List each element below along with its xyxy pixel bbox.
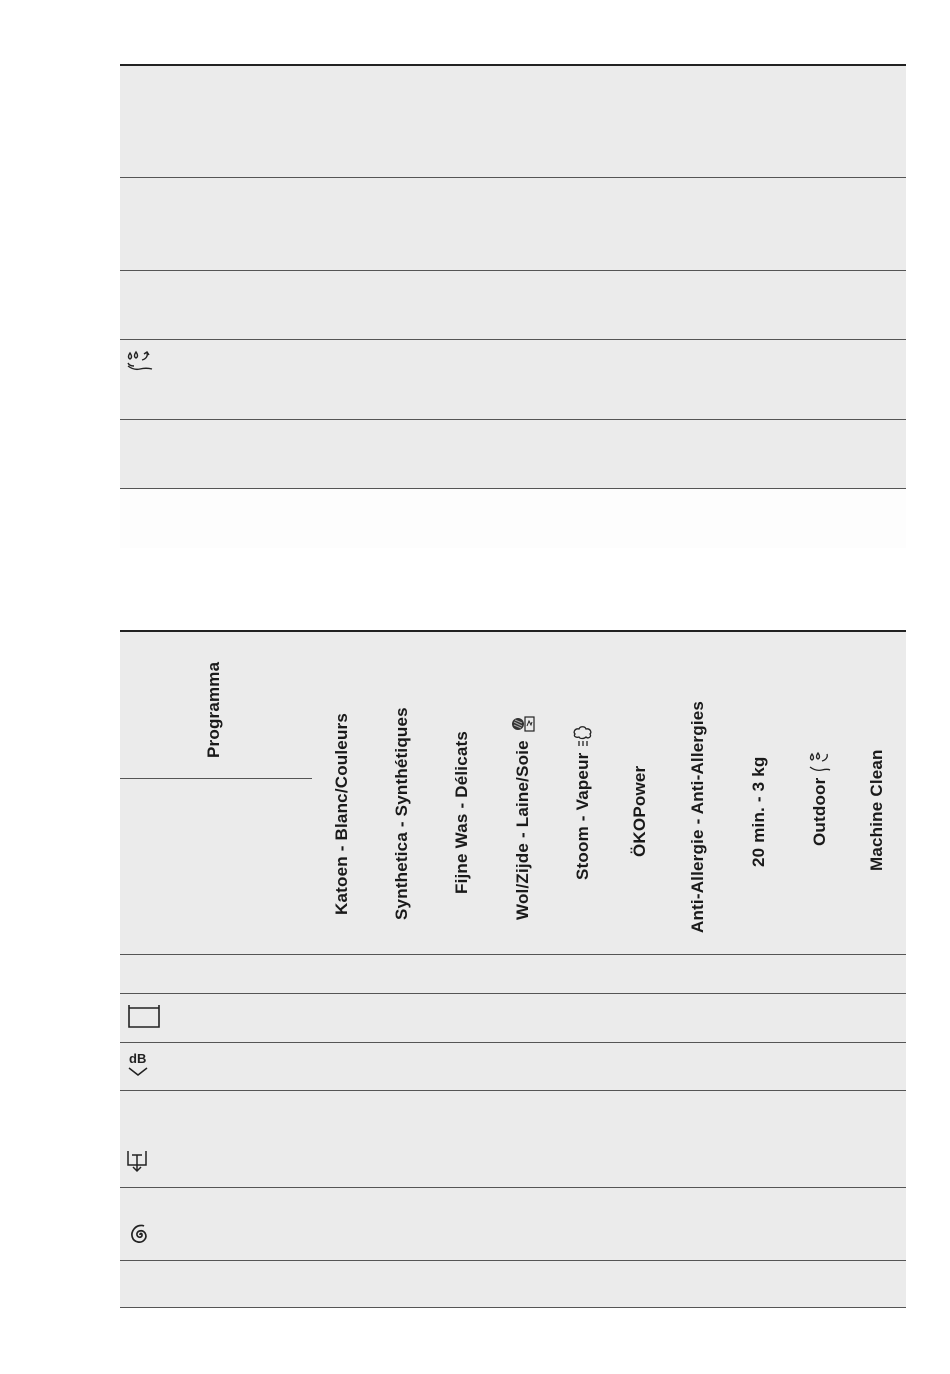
rinse-hold-icon	[126, 1147, 152, 1175]
top-table-row-1	[120, 64, 906, 177]
program-outdoor: Outdoor	[808, 750, 832, 846]
steam-icon	[571, 725, 595, 749]
program-table-top-rule	[120, 630, 906, 632]
wool-handwash-icon	[511, 712, 535, 736]
row-divider	[120, 270, 906, 271]
row-divider	[120, 177, 906, 178]
header-divider	[120, 778, 312, 779]
program-fijne-was: Fijne Was - Délicats	[452, 730, 471, 894]
svg-text:dB: dB	[129, 1051, 147, 1066]
row-divider	[120, 488, 906, 489]
top-table	[120, 64, 906, 550]
prewash-tub-icon	[127, 1003, 161, 1029]
spin-icon	[127, 1222, 153, 1248]
row-divider	[120, 419, 906, 420]
top-table-row-3	[120, 270, 906, 339]
option-row	[120, 1042, 906, 1090]
program-synthetica: Synthetica - Synthétiques	[392, 707, 411, 920]
row-divider	[120, 1042, 906, 1043]
program-table-bottom-rule	[120, 1307, 906, 1308]
option-row	[120, 954, 906, 993]
night-cycle-db-icon	[126, 1050, 152, 1080]
program-wol-zijde: Wol/Zijde - Laine/Soie	[511, 712, 535, 920]
row-divider	[120, 954, 906, 955]
row-divider	[120, 993, 906, 994]
option-row	[120, 1090, 906, 1187]
top-table-top-rule	[120, 64, 906, 66]
row-divider	[120, 339, 906, 340]
option-row	[120, 1187, 906, 1260]
row-divider	[120, 1187, 906, 1188]
program-20min: 20 min. - 3 kg	[749, 756, 768, 867]
program-stoom: Stoom - Vapeur	[571, 725, 595, 881]
program-header-label: Programma	[204, 661, 223, 758]
row-divider	[120, 1090, 906, 1091]
outdoor-icon	[808, 750, 832, 774]
water-plus-icon	[126, 350, 154, 374]
row-divider	[120, 1260, 906, 1261]
option-row	[120, 1260, 906, 1307]
program-katoen: Katoen - Blanc/Couleurs	[332, 712, 351, 915]
option-row	[120, 993, 906, 1042]
top-table-row-2	[120, 177, 906, 270]
top-table-row-5	[120, 419, 906, 488]
program-okopower: ÖKOPower	[630, 765, 649, 857]
top-table-row-6	[120, 488, 906, 548]
program-anti-allergie: Anti-Allergie - Anti-Allergies	[688, 700, 707, 933]
top-table-row-4	[120, 339, 906, 419]
program-table	[120, 630, 906, 1310]
program-machine-clean: Machine Clean	[867, 749, 886, 871]
